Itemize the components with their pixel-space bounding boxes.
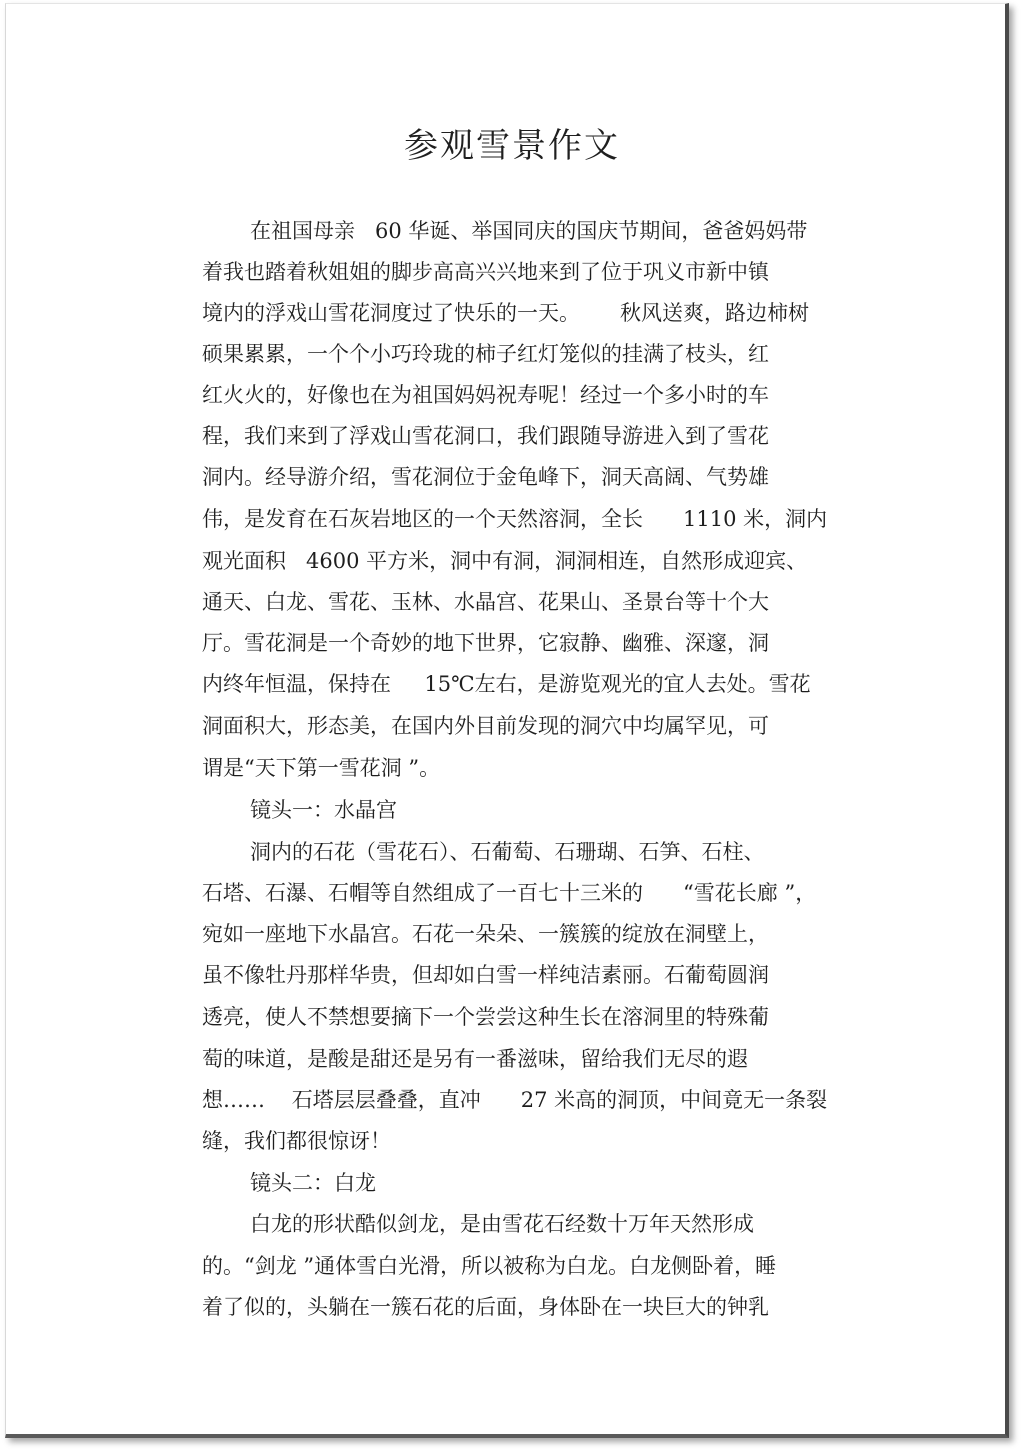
paragraph-line: 谓是“天下第一雪花洞 ”。 [202,756,441,780]
paragraph-line: 着了似的，头躺在一簇石花的后面，身体卧在一块巨大的钟乳 [202,1295,769,1319]
paragraph-line: 内终年恒温，保持在 15℃左右，是游览观光的宜人去处。雪花 [202,672,811,696]
paragraph-line: 洞内。经导游介绍，雪花洞位于金龟峰下，洞天高阔、气势雄 [202,465,769,489]
paragraph-line: 的。“剑龙 ”通体雪白光滑，所以被称为白龙。白龙侧卧着，睡 [202,1254,777,1278]
paragraph-line: 萄的味道，是酸是甜还是另有一番滋味，留给我们无尽的遐 [202,1047,748,1071]
paragraph-line: 白龙的形状酷似剑龙，是由雪花石经数十万年天然形成 [250,1212,754,1236]
paragraph-line: 石塔、石瀑、石帽等自然组成了一百七十三米的 “雪花长廊 ”， [202,881,817,905]
paragraph-line: 通天、白龙、雪花、玉林、水晶宫、花果山、圣景台等十个大 [202,590,769,614]
paragraph-line: 红火火的，好像也在为祖国妈妈祝寿呢！经过一个多小时的车 [202,383,769,407]
paragraph-line: 洞内的石花（雪花石）、石葡萄、石珊瑚、石笋、石柱、 [250,840,765,864]
paragraph-line: 厅。雪花洞是一个奇妙的地下世界，它寂静、幽雅、深邃，洞 [202,631,769,655]
document-title: 参观雪景作文 [404,126,620,166]
paragraph-line: 宛如一座地下水晶宫。石花一朵朵、一簇簇的绽放在洞壁上， [202,922,769,946]
paragraph-line: 透亮，使人不禁想要摘下一个尝尝这种生长在溶洞里的特殊葡 [202,1005,769,1029]
section-heading: 镜头一：水晶宫 [250,798,397,822]
paragraph-line: 缝，我们都很惊讶！ [202,1129,391,1153]
paragraph-line: 程，我们来到了浮戏山雪花洞口，我们跟随导游进入到了雪花 [202,424,769,448]
paragraph-line: 观光面积 4600 平方米，洞中有洞，洞洞相连，自然形成迎宾、 [202,549,808,573]
paragraph-line: 硕果累累，一个个小巧玲珑的柿子红灯笼似的挂满了枝头，红 [202,342,769,366]
paragraph-line: 着我也踏着秋姐姐的脚步高高兴兴地来到了位于巩义市新中镇 [202,260,769,284]
paragraph-line: 境内的浮戏山雪花洞度过了快乐的一天。 秋风送爽，路边柿树 [202,301,810,325]
paragraph-line: 伟，是发育在石灰岩地区的一个天然溶洞，全长 1110 米，洞内 [202,507,828,531]
paragraph-line: 洞面积大，形态美，在国内外目前发现的洞穴中均属罕见，可 [202,714,769,738]
paragraph-line: 想…… 石塔层层叠叠，直冲 27 米高的洞顶，中间竟无一条裂 [202,1088,828,1112]
section-heading: 镜头二：白龙 [250,1171,376,1195]
paragraph-line: 在祖国母亲 60 华诞、举国同庆的国庆节期间，爸爸妈妈带 [250,219,808,243]
paragraph-line: 虽不像牡丹那样华贵，但却如白雪一样纯洁素丽。石葡萄圆润 [202,963,769,987]
